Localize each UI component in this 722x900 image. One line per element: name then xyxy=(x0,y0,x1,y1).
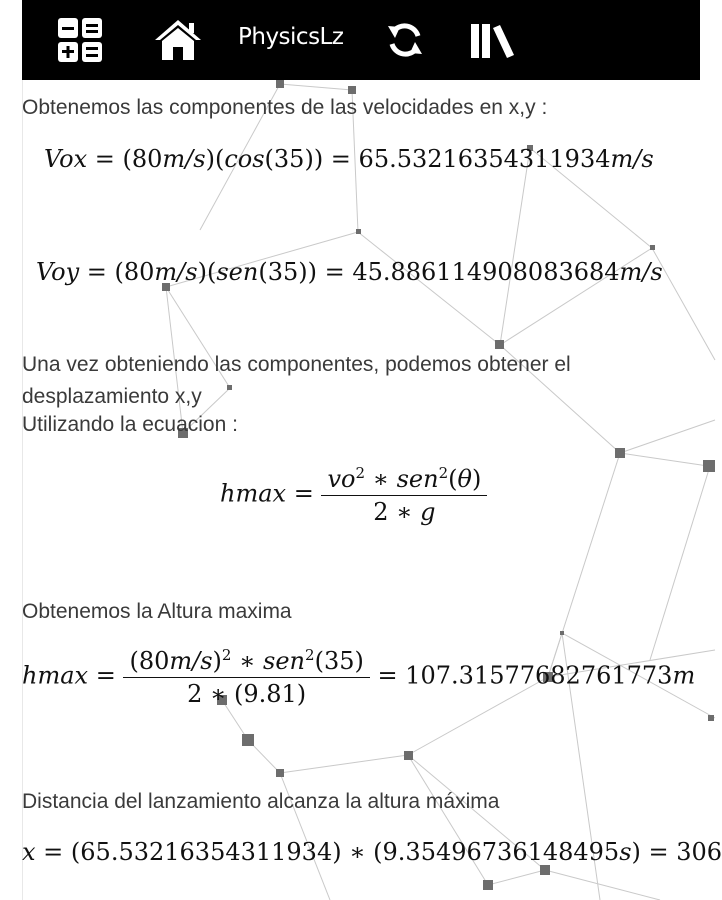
text-max-height: Obtenemos la Altura maxima xyxy=(22,600,292,623)
library-icon xyxy=(469,20,521,60)
equation-vox: Vox = (80m/s)(cos(35)) = 65.53216354311934m/s xyxy=(44,145,654,173)
content-area xyxy=(22,80,722,900)
left-margin xyxy=(0,0,23,900)
home-button[interactable] xyxy=(150,14,206,66)
calculator-icon xyxy=(56,16,104,64)
text-equation-label: Utilizando la ecuacion : xyxy=(22,413,238,436)
text-displacement-1: Una vez obteniendo las componentes, podemos obtener el xyxy=(22,353,571,376)
app-title: PhysicsLz xyxy=(238,24,344,50)
text-distance: Distancia del lanzamiento alcanza la altura máxima xyxy=(22,790,500,813)
equation-distance: x = (65.53216354311934) ∗ (9.35496736148495s) = 306 xyxy=(22,838,722,866)
calculator-button[interactable] xyxy=(54,14,106,66)
text-components: Obtenemos las componentes de las velocidades en x,y : xyxy=(22,96,548,119)
equation-hmax-formula: hmax = $\frac{vo^2 ∗ sen^2(\theta)}{2 ∗ g}$ xyxy=(220,464,487,526)
equation-voy: Voy = (80m/s)(sen(35)) = 45.886114908083684m/s xyxy=(36,258,663,286)
equation-hmax-result: hmax = $\frac{(80m/s)^2 ∗ sen^2(35)}{2 ∗ (9.81)}$ = 107.31577682761773m xyxy=(22,646,696,708)
text-displacement-2: desplazamiento x,y xyxy=(22,385,202,408)
library-button[interactable] xyxy=(467,14,523,66)
refresh-icon xyxy=(385,20,425,60)
refresh-button[interactable] xyxy=(382,14,428,66)
home-icon xyxy=(152,17,204,63)
navbar xyxy=(22,0,700,80)
